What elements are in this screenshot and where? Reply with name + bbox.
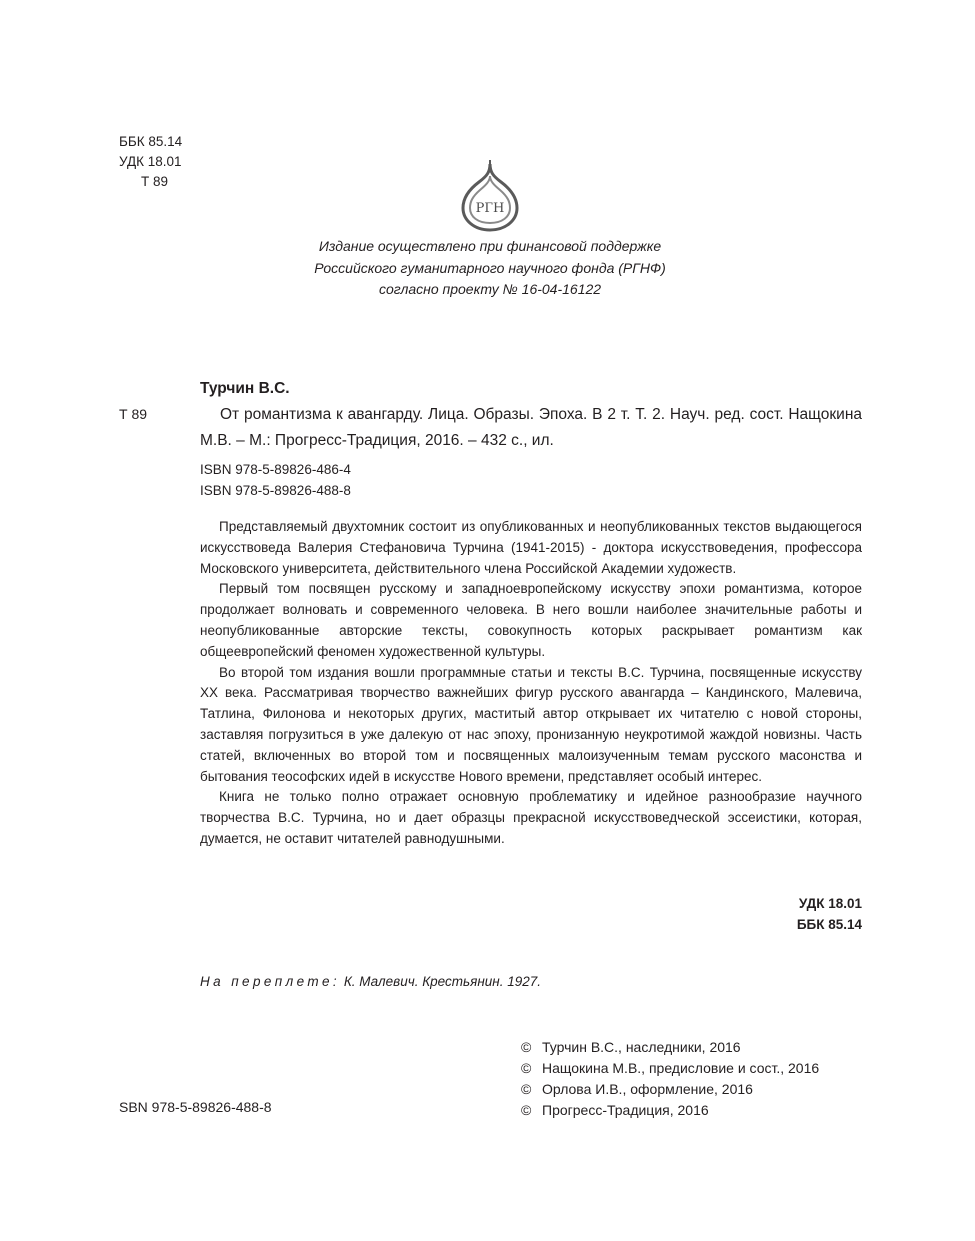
copyright-text: Орлова И.В., оформление, 2016 bbox=[542, 1081, 753, 1097]
copyright-row bbox=[521, 1100, 819, 1121]
record-description: От романтизма к авангарду. Лица. Образы. Эпоха. В 2 т. Т. 2. Науч. ред. сост. Нащокина М.В. – М.: Прогресс-Традиция, 2016. – 432 с., ил. bbox=[200, 406, 862, 449]
funding-line-1: Издание осуществлено при финансовой поддержке bbox=[318, 238, 662, 254]
isbn-set: ISBN 978-5-89826-488-8 bbox=[200, 483, 351, 498]
funding-line-2: Российского гуманитарного научного фонда (РГНФ) bbox=[314, 259, 666, 276]
funding-line-3: согласно проекту № 16-04-16122 bbox=[378, 281, 602, 297]
copyright-row bbox=[521, 1058, 819, 1079]
isbn-volume: ISBN 978-5-89826-486-4 bbox=[200, 462, 351, 477]
copyright-text: Нащокина М.В., предисловие и сост., 2016 bbox=[542, 1060, 820, 1076]
bbk-code: ББК 85.14 bbox=[119, 134, 183, 149]
isbn-bottom: SBN 978-5-89826-488-8 bbox=[119, 1099, 272, 1115]
annotation-paragraph-4: Книга не только полно отражает основную проблематику и идейное разнообразие научного творчества В.С. Турчина, но и дает образцы прекрасной искусствоведческой эссеистики, которая, думается, не оставит читателей равнодушными. bbox=[200, 789, 862, 846]
cover-text: К. Малевич. Крестьянин. 1927. bbox=[340, 974, 541, 989]
record-author-mark: Т 89 bbox=[119, 406, 148, 422]
annotation-paragraph-3: Во второй том издания вошли программные статьи и тексты В.С. Турчина, посвященные искусству XX века. Рассматривая творчество важнейших фигур русского авангарда – Кандинского, Малевича, Татлина, Филонова и некоторых других, маститый автор открывает их читателю с новой стороны, заставляя погрузиться в уже далекую от нас эпоху, пронизанную неукротимой жаждой новизны. Часть статей, включенных во второй том и посвященных малоизученным темам русского масонства и бытования теософских идей в искусстве Нового времени, представляет особый интерес. bbox=[200, 664, 862, 784]
logo-letters: РГН bbox=[475, 201, 505, 216]
classification-codes-right bbox=[700, 893, 862, 935]
annotation-paragraph-1: Представляемый двухтомник состоит из опубликованных и неопубликованных текстов выдающегося искусствоведа Валерия Стефановича Турчина (1941-2015) - доктора искусствоведения, профессора Московского университета, действительного члена Российской Академии художеств. bbox=[200, 519, 862, 576]
copyright-symbol: © bbox=[521, 1060, 532, 1076]
copyright-block bbox=[521, 1037, 819, 1121]
copyright-row bbox=[521, 1037, 819, 1058]
udk-code: УДК 18.01 bbox=[119, 154, 182, 169]
logo-dome-outer bbox=[463, 164, 517, 230]
classification-codes-top bbox=[119, 132, 182, 192]
copyright-symbol: © bbox=[521, 1039, 532, 1055]
cover-note bbox=[200, 974, 541, 989]
copyright-row bbox=[521, 1079, 819, 1100]
copyright-symbol: © bbox=[521, 1081, 532, 1097]
funding-notice bbox=[200, 236, 780, 301]
bbk-code-right: ББК 85.14 bbox=[796, 917, 862, 932]
annotation-paragraph-2: Первый том посвящен русскому и западноевропейскому искусству эпохи романтизма, которое продолжает волновать и современного человека. В него вошли наиболее значительные работы и неопубликованные авторские тексты, совокупность которых раскрывает романтизм как общеевропейский феномен художественной культуры. bbox=[200, 581, 862, 659]
isbn-list bbox=[200, 459, 351, 501]
copyright-text: Турчин В.С., наследники, 2016 bbox=[542, 1039, 741, 1055]
copyright-text: Прогресс-Традиция, 2016 bbox=[542, 1102, 709, 1118]
record-author: Турчин В.С. bbox=[200, 380, 290, 397]
copyright-symbol: © bbox=[521, 1102, 532, 1118]
rgnf-logo bbox=[459, 160, 521, 234]
annotation bbox=[200, 517, 862, 850]
cover-label: На переплете: bbox=[200, 974, 341, 989]
udk-code-right: УДК 18.01 bbox=[798, 896, 862, 911]
author-mark-code: Т 89 bbox=[141, 174, 169, 189]
